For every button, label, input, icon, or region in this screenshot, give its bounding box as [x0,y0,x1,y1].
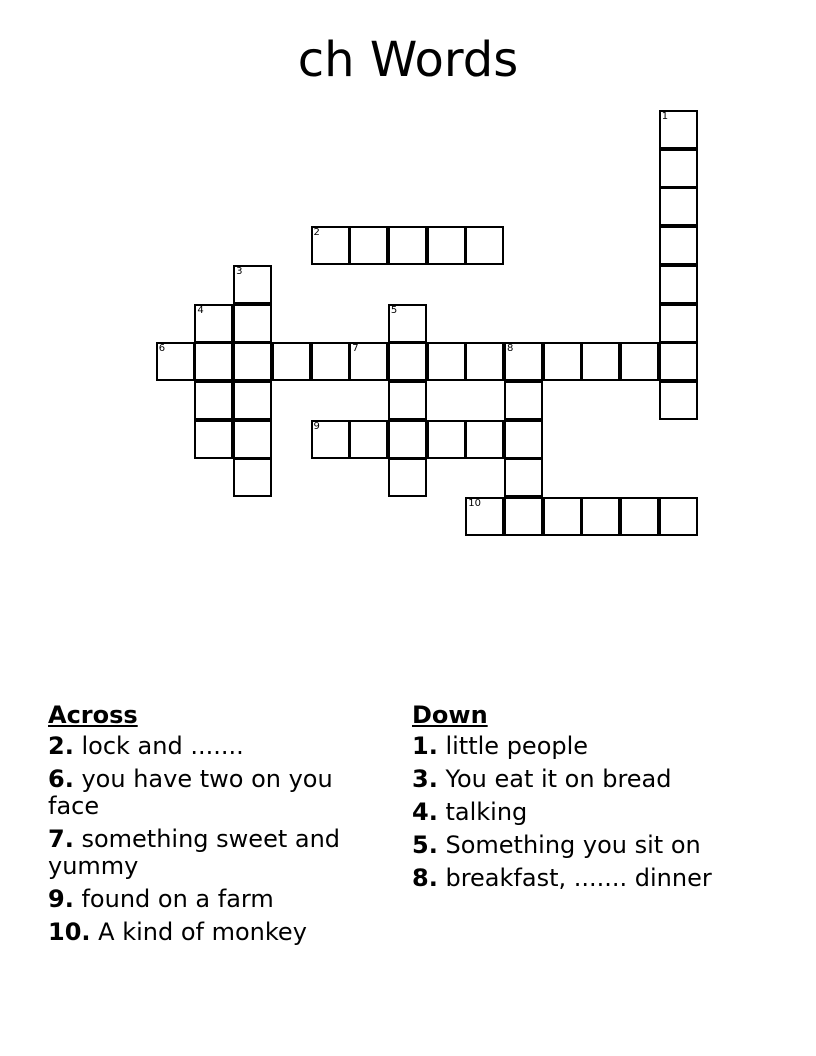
crossword-cell[interactable] [659,381,698,420]
crossword-cell[interactable] [581,342,620,381]
clue-number: 1. [412,732,438,760]
crossword-cell[interactable] [465,226,504,265]
clue-number-label: 8 [507,343,514,355]
crossword-cell[interactable] [311,342,350,381]
crossword-cell[interactable] [504,420,543,459]
clue-number-label: 6 [158,343,166,355]
clue-text: little people [445,732,589,760]
clue-down-5 [412,832,742,859]
down-clues [412,702,742,898]
clue-number-label: 2 [313,227,320,239]
clue-number-label: 1 [661,111,669,122]
crossword-cell[interactable] [620,497,659,536]
clue-number: 4. [412,798,438,826]
crossword-cell[interactable] [311,420,350,459]
crossword-cell[interactable] [504,381,543,420]
crossword-cell[interactable] [349,226,388,265]
crossword-cell[interactable] [427,226,466,265]
crossword-cell[interactable] [194,381,233,420]
crossword-cell[interactable] [427,420,466,459]
clue-number-label: 5 [390,304,398,316]
crossword-cell[interactable] [311,226,350,265]
crossword-cell[interactable] [388,458,427,497]
clue-number: 10. [48,918,91,946]
clue-text: Something you sit on [445,831,701,859]
crossword-cell[interactable] [388,226,427,265]
clue-number: 6. [48,765,74,793]
clue-number-label: 9 [313,420,320,432]
clue-number-label: 3 [236,265,243,277]
crossword-cell[interactable] [659,226,698,265]
crossword-cell[interactable] [388,381,427,420]
crossword-cell[interactable] [388,304,427,343]
down-heading: Down [412,701,488,729]
crossword-cell[interactable] [349,342,388,381]
crossword-cell[interactable] [233,420,272,459]
crossword-cell[interactable] [659,110,698,149]
clue-across-7 [48,826,378,880]
clue-number-label: 10 [468,498,482,509]
clue-number: 7. [48,825,74,853]
crossword-cell[interactable] [504,458,543,497]
clue-number: 3. [412,765,438,793]
crossword-cell[interactable] [581,497,620,536]
crossword-cell[interactable] [233,265,272,304]
clue-number: 2. [48,732,74,760]
crossword-cell[interactable] [233,458,272,497]
crossword-cell[interactable] [388,342,427,381]
crossword-cell[interactable] [659,304,698,343]
clue-text: You eat it on bread [445,765,672,793]
crossword-cell[interactable] [659,149,698,188]
across-clues [48,702,378,952]
clue-across-2 [48,733,378,760]
clue-across-6 [48,766,378,820]
crossword-cell[interactable] [194,342,233,381]
clue-down-4 [412,799,742,826]
crossword-cell[interactable] [272,342,311,381]
clue-number-label: 7 [352,343,359,355]
clue-number: 9. [48,885,74,913]
clue-number: 5. [412,831,438,859]
clue-across-9 [48,886,378,913]
clue-down-1 [412,733,742,760]
crossword-cell[interactable] [194,304,233,343]
crossword-cell[interactable] [659,497,698,536]
crossword-cell[interactable] [427,342,466,381]
crossword-cell[interactable] [659,342,698,381]
crossword-cell[interactable] [233,381,272,420]
crossword-cell[interactable] [233,342,272,381]
clue-text: talking [445,798,528,826]
crossword-cell[interactable] [194,420,233,459]
clue-down-8 [412,865,742,892]
crossword-cell[interactable] [156,342,195,381]
crossword-cell[interactable] [543,497,582,536]
clue-number: 8. [412,864,438,892]
clue-text: breakfast, ....... dinner [445,864,712,892]
crossword-cell[interactable] [659,187,698,226]
crossword-cell[interactable] [349,420,388,459]
across-heading: Across [48,701,138,729]
clue-number-label: 4 [197,304,204,316]
clue-text: you have two on you face [48,765,333,820]
clue-text: something sweet and yummy [48,825,341,880]
crossword-cell[interactable] [620,342,659,381]
clue-across-10 [48,919,378,946]
crossword-cell[interactable] [504,342,543,381]
crossword-cell[interactable] [543,342,582,381]
clue-text: A kind of monkey [98,918,307,946]
clue-down-3 [412,766,742,793]
page-title: ch Words [297,32,519,88]
clue-text: lock and ....... [81,732,244,760]
crossword-cell[interactable] [233,304,272,343]
crossword-cell[interactable] [659,265,698,304]
crossword-cell[interactable] [465,342,504,381]
crossword-cell[interactable] [465,420,504,459]
crossword-cell[interactable] [388,420,427,459]
crossword-cell[interactable] [465,497,504,536]
crossword-cell[interactable] [504,497,543,536]
clue-text: found on a farm [81,885,274,913]
